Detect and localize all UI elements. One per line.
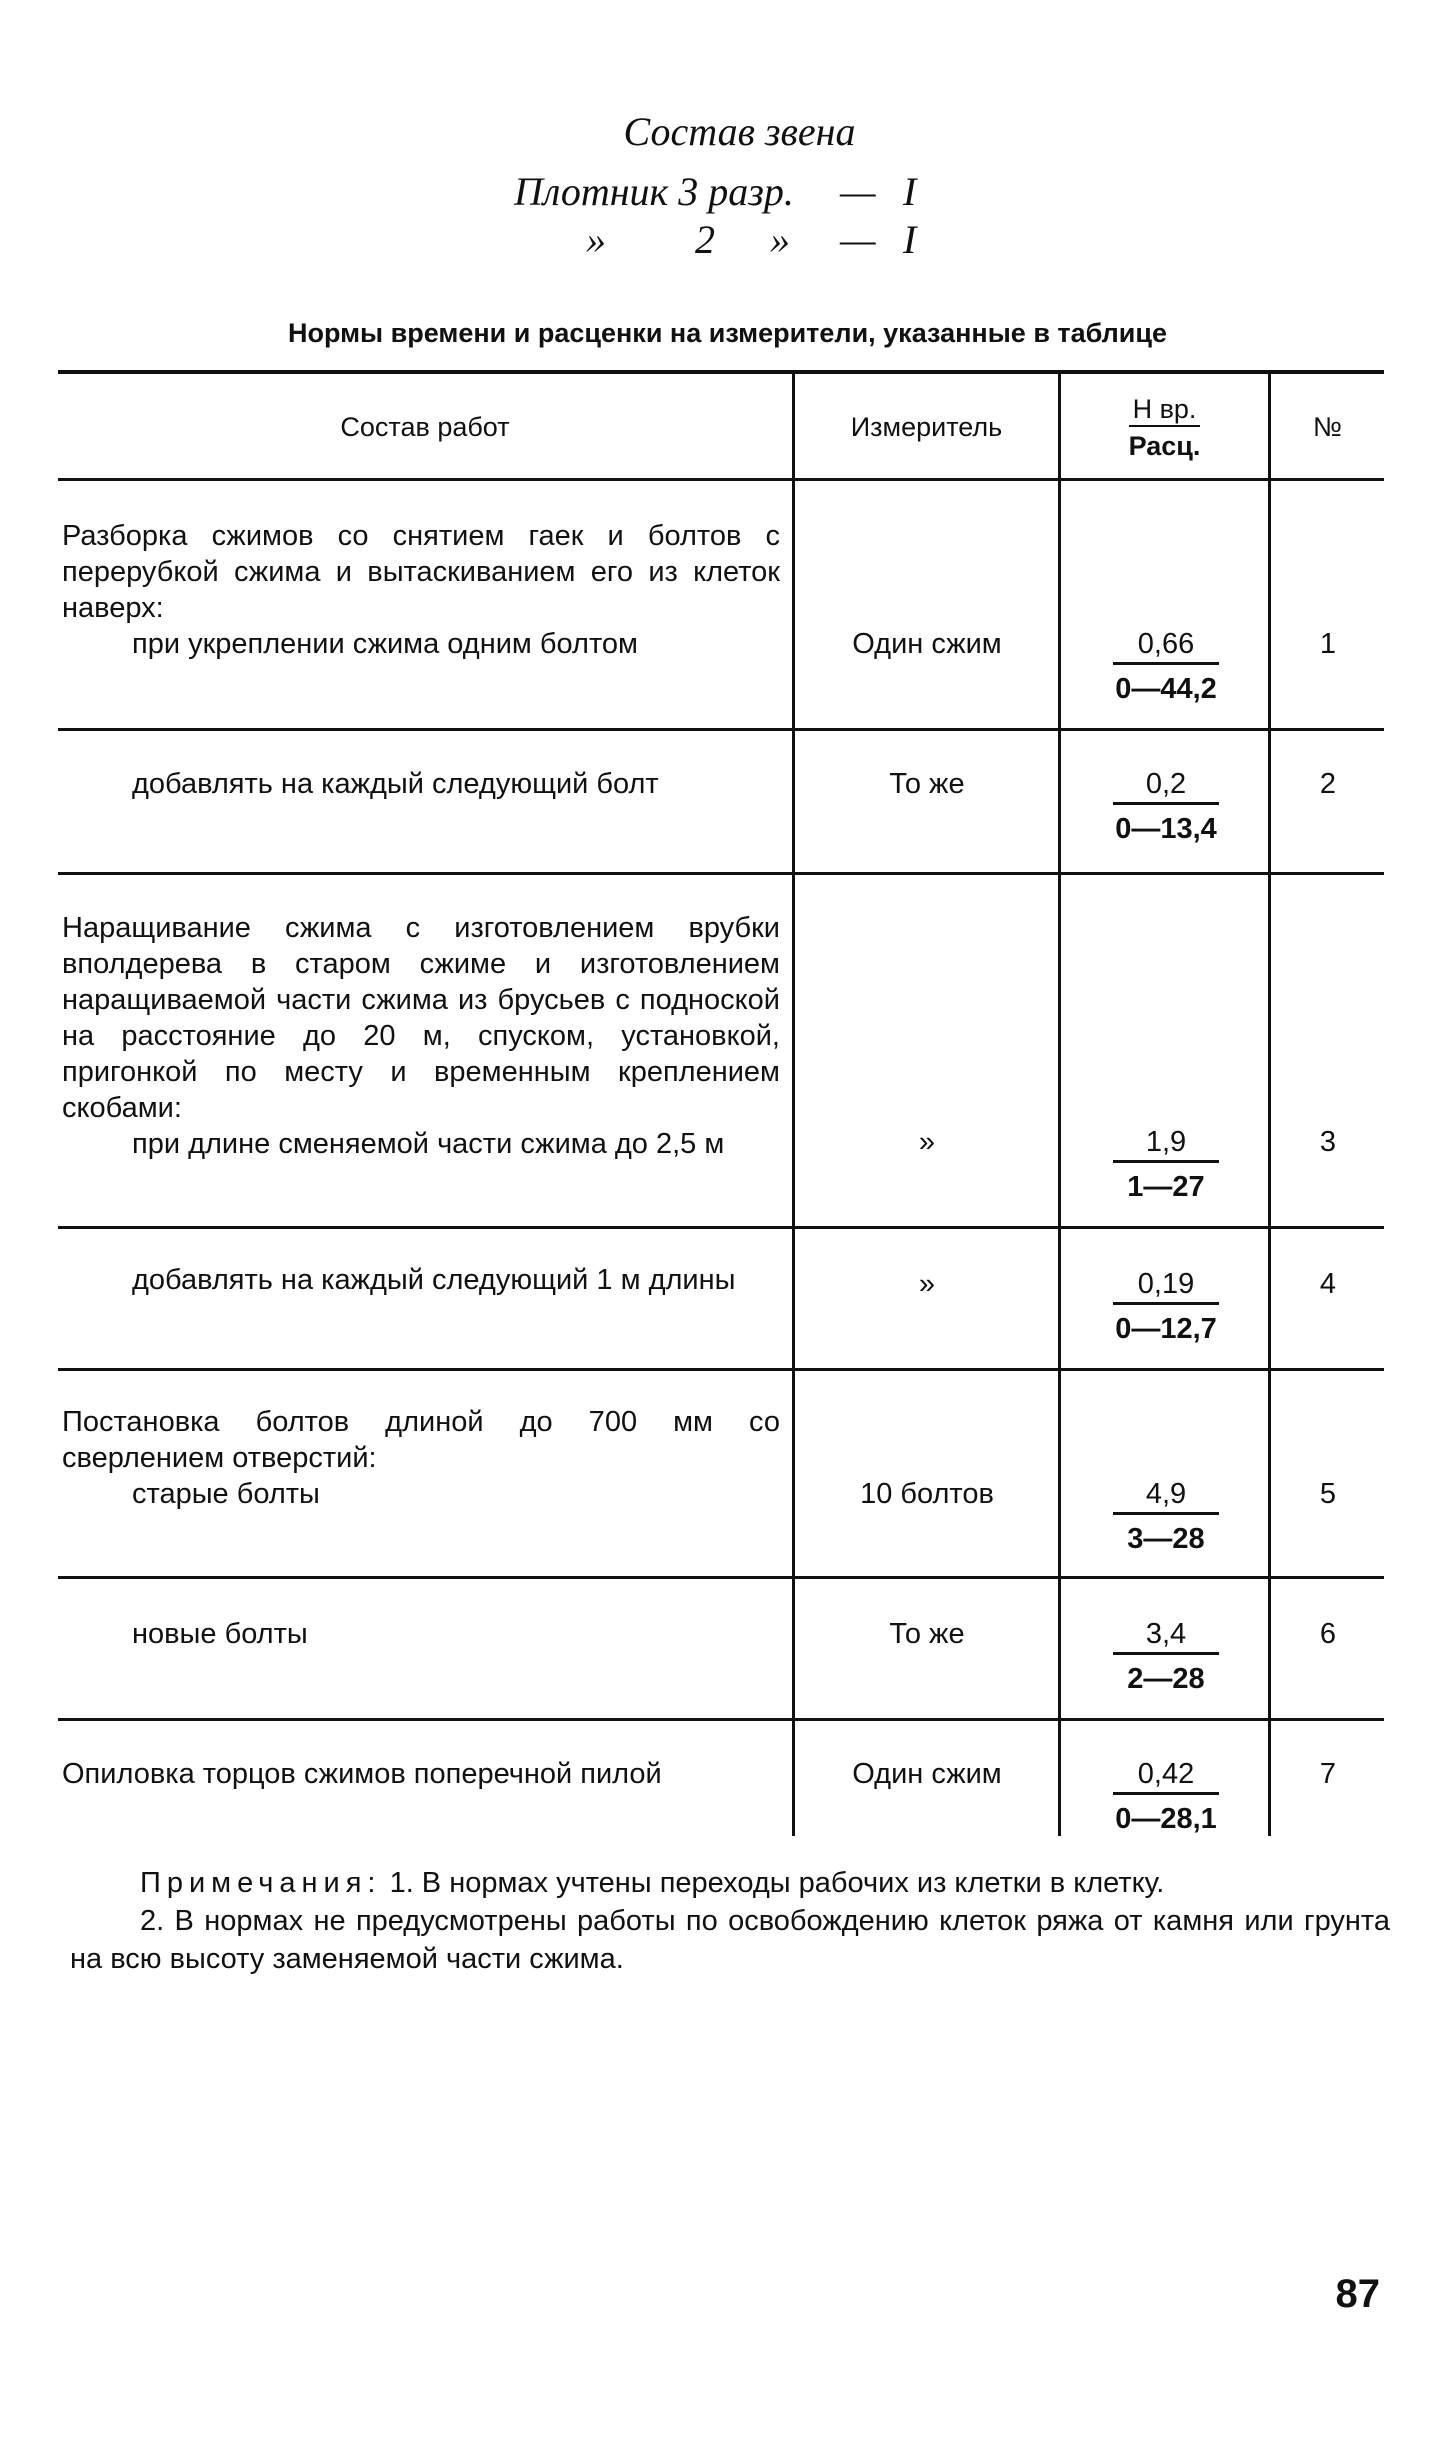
table-top-rule xyxy=(58,370,1384,374)
table-row-6-norm xyxy=(1062,1616,1270,1697)
norm-time: 0,2 xyxy=(1113,766,1219,805)
table-row-7-work xyxy=(62,1756,780,1792)
work-intro: Постановка болтов длиной до 700 мм со сверлением отверстий: xyxy=(62,1406,780,1474)
table-row-5-work xyxy=(62,1404,780,1512)
header-norm-time: Н вр. xyxy=(1129,394,1201,427)
work-intro: Разборка сжимов со снятием гаек и болтов с перерубкой сжима и вытаскиванием его из клеток наверх: xyxy=(62,520,780,624)
norm-time: 1,9 xyxy=(1113,1124,1219,1163)
table-heading: Нормы времени и расценки на измерители, указанные в таблице xyxy=(287,318,1168,348)
crew-grade-ditto: » xyxy=(770,217,790,262)
rate: 2—28 xyxy=(1127,1663,1205,1695)
rate: 0—44,2 xyxy=(1115,673,1217,705)
note-2 xyxy=(70,1902,1390,1978)
note-2-text: 2. В нормах не предусмотрены работы по освобождению клеток ряжа от камня или грунта на всю высоту заменяемой части сжима. xyxy=(70,1905,1390,1975)
rate: 0—12,7 xyxy=(1115,1313,1217,1345)
note-1-text: 1. В нормах учтены переходы рабочих из клетки в клетку. xyxy=(389,1867,1165,1899)
crew-grade: 2 xyxy=(695,217,715,262)
table-row-1-work xyxy=(62,518,780,662)
work-item: при длине сменяемой части сжима до 2,5 м xyxy=(132,1128,725,1160)
work-item: добавлять на каждый следующий болт xyxy=(132,768,659,800)
norm-time: 0,42 xyxy=(1113,1756,1219,1795)
norm-time: 0,66 xyxy=(1113,626,1219,665)
crew-role: Плотник 3 разр. xyxy=(514,169,794,214)
table-row-6-work xyxy=(62,1616,780,1652)
work-item: добавлять на каждый следующий 1 м длины xyxy=(132,1264,736,1296)
column-divider xyxy=(1058,372,1061,1836)
work-item: при укреплении сжима одним болтом xyxy=(132,628,638,660)
table-row-1-measure: Один сжим xyxy=(852,628,1002,660)
note-1 xyxy=(70,1864,1390,1902)
row-rule xyxy=(58,728,1384,731)
norm-time: 3,4 xyxy=(1113,1616,1219,1655)
page-number: 87 xyxy=(1335,2272,1380,2316)
header-work: Состав работ xyxy=(340,412,510,442)
table-row-2-work xyxy=(62,766,780,802)
row-rule xyxy=(58,1368,1384,1371)
notes-label: Примечания: xyxy=(140,1867,382,1899)
table-row-2-measure: То же xyxy=(889,768,965,800)
table-row-3-measure: » xyxy=(918,1126,936,1158)
rate: 0—13,4 xyxy=(1115,813,1217,845)
table-row-3-number: 3 xyxy=(1319,1126,1337,1158)
table-row-1-norm xyxy=(1062,626,1270,707)
table-row-3-norm xyxy=(1062,1124,1270,1205)
table-row-6-number: 6 xyxy=(1319,1618,1337,1650)
table-row-4-measure: » xyxy=(918,1268,936,1300)
crew-dash: — xyxy=(840,169,876,214)
table-row-3-work xyxy=(62,910,780,1162)
header-number: № xyxy=(1313,412,1342,442)
rate: 0—28,1 xyxy=(1115,1803,1217,1835)
row-rule xyxy=(58,1576,1384,1579)
rate: 3—28 xyxy=(1127,1523,1205,1555)
row-rule xyxy=(58,1226,1384,1229)
crew-title: Состав звена xyxy=(623,109,856,154)
table-row-7-measure: Один сжим xyxy=(852,1758,1002,1790)
table-row-5-norm xyxy=(1062,1476,1270,1557)
work-intro: Опиловка торцов сжимов поперечной пилой xyxy=(62,1758,662,1790)
norm-time: 0,19 xyxy=(1113,1266,1219,1305)
crew-dash: — xyxy=(840,217,876,262)
work-intro: Наращивание сжима с изготовлением врубки вполдерева в старом сжиме и изготовлением наращиваемой части сжима из брусьев с поднoской на расстояние до 20 м, спуском, установкой, пригонкой по месту и временным креплением скобами: xyxy=(62,912,780,1124)
table-row-2-norm xyxy=(1062,766,1270,847)
crew-count: I xyxy=(903,169,917,214)
table-row-5-number: 5 xyxy=(1319,1478,1337,1510)
crew-line-carpenter-3 xyxy=(0,168,1455,216)
table-row-1-number: 1 xyxy=(1319,628,1337,660)
work-item: новые болты xyxy=(132,1618,308,1650)
work-item: старые болты xyxy=(132,1478,320,1510)
crew-composition xyxy=(0,108,1455,264)
norm-time: 4,9 xyxy=(1113,1476,1219,1515)
table-row-4-norm xyxy=(1062,1266,1270,1347)
crew-role-ditto: » xyxy=(586,217,606,262)
table-row-5-measure: 10 болтов xyxy=(860,1478,994,1510)
table-row-2-number: 2 xyxy=(1319,768,1337,800)
column-divider xyxy=(792,372,795,1836)
table-row-7-number: 7 xyxy=(1319,1758,1337,1790)
notes xyxy=(70,1864,1390,1978)
rate: 1—27 xyxy=(1127,1171,1205,1203)
header-measure: Измеритель xyxy=(850,412,1003,442)
header-norm xyxy=(1061,375,1268,480)
header-rate: Расц. xyxy=(1128,430,1201,461)
row-rule xyxy=(58,1718,1384,1721)
table-row-7-norm xyxy=(1062,1756,1270,1837)
table-row-4-number: 4 xyxy=(1319,1268,1337,1300)
row-rule xyxy=(58,872,1384,875)
crew-count: I xyxy=(903,217,917,262)
crew-line-carpenter-2 xyxy=(0,216,1455,264)
table-row-6-measure: То же xyxy=(889,1618,965,1650)
table-row-4-work xyxy=(62,1262,780,1298)
